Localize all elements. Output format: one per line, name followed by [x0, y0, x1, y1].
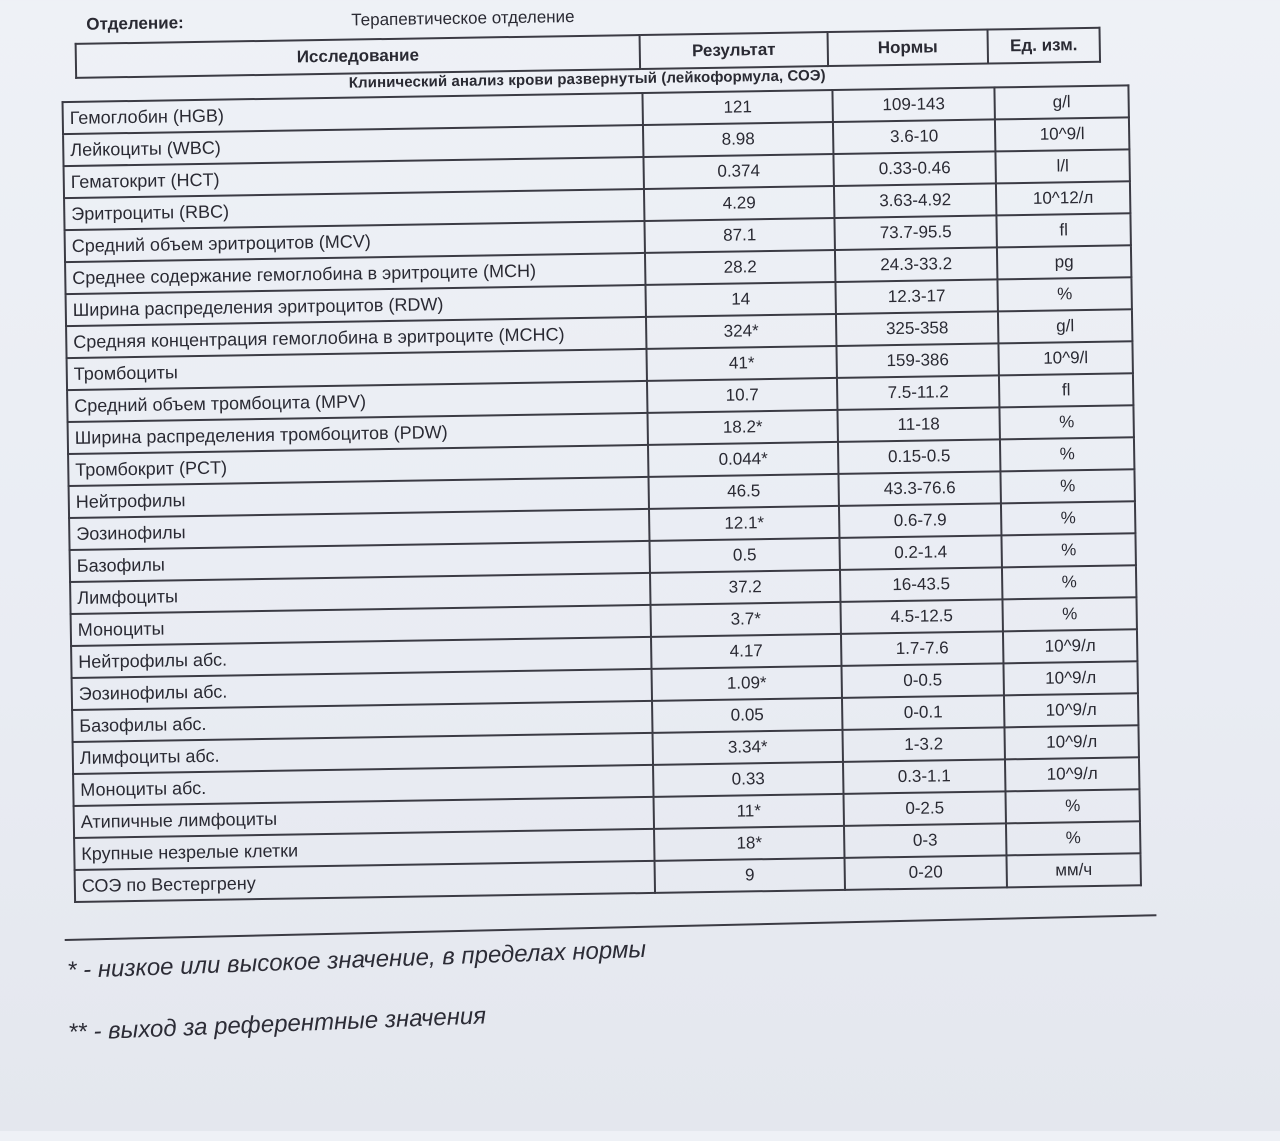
row-result: 0.5 [649, 538, 839, 573]
row-unit: fl [996, 213, 1130, 247]
row-unit: 10^9/л [1005, 757, 1139, 791]
row-unit: 10^9/л [1003, 661, 1137, 695]
row-name: Среднее содержание гемоглобина в эритроците (MCH) [65, 253, 645, 294]
footnote-double-asterisk: ** - выход за референтные значения [67, 1002, 487, 1047]
row-result: 4.17 [651, 634, 841, 669]
row-name: Гематокрит (HCT) [64, 157, 644, 198]
row-norm: 43.3-76.6 [838, 471, 1000, 506]
row-result: 28.2 [645, 250, 835, 285]
row-result: 324* [646, 314, 836, 349]
row-result: 0.044* [648, 442, 838, 477]
row-unit: 10^9/л [1004, 725, 1138, 759]
header-norms: Нормы [828, 30, 989, 67]
row-name: Базофилы [70, 541, 650, 582]
row-name: Эритроциты (RBC) [64, 189, 644, 230]
row-norm: 0.33-0.46 [833, 151, 995, 186]
row-name: Эозинофилы абс. [72, 669, 652, 710]
row-unit: % [1000, 469, 1134, 503]
row-unit: % [1000, 437, 1134, 471]
row-unit: 10^9/л [1003, 629, 1137, 663]
row-unit: l/l [995, 149, 1129, 183]
department-label: Отделение: [86, 13, 184, 34]
row-unit: % [1002, 565, 1136, 599]
row-norm: 0.3-1.1 [843, 759, 1005, 794]
row-norm: 0-20 [845, 855, 1007, 890]
row-result: 14 [645, 282, 835, 317]
row-name: СОЭ по Вестергрену [75, 861, 655, 902]
row-name: Тромбоциты [67, 349, 647, 390]
row-result: 9 [655, 858, 845, 893]
row-name: Лимфоциты абс. [73, 733, 653, 774]
row-unit: % [999, 405, 1133, 439]
section-title: Клинический анализ крови развернутый (лейкоформула, СОЭ) [348, 67, 826, 92]
row-unit: % [1005, 789, 1139, 823]
row-result: 8.98 [643, 122, 833, 157]
row-norm: 73.7-95.5 [834, 215, 996, 250]
row-result: 37.2 [650, 570, 840, 605]
row-name: Гемоглобин (HGB) [63, 93, 643, 134]
results-table [62, 84, 1142, 903]
row-unit: g/l [994, 85, 1128, 119]
row-name: Средний объем эритроцитов (MCV) [65, 221, 645, 262]
row-norm: 109-143 [832, 87, 994, 122]
footnotes [66, 935, 648, 1081]
row-norm: 3.6-10 [833, 119, 995, 154]
row-result: 1.09* [652, 666, 842, 701]
row-name: Атипичные лимфоциты [74, 797, 654, 838]
row-unit: % [997, 277, 1131, 311]
row-norm: 3.63-4.92 [834, 183, 996, 218]
row-name: Лимфоциты [70, 573, 650, 614]
row-result: 46.5 [648, 474, 838, 509]
row-result: 121 [642, 90, 832, 125]
row-norm: 16-43.5 [840, 567, 1002, 602]
row-norm: 325-358 [836, 311, 998, 346]
row-unit: 10^12/л [996, 181, 1130, 215]
header-result: Результат [640, 32, 829, 69]
row-norm: 7.5-11.2 [837, 375, 999, 410]
row-norm: 4.5-12.5 [840, 599, 1002, 634]
row-norm: 11-18 [837, 407, 999, 442]
row-result: 11* [654, 794, 844, 829]
footnote-single-asterisk: * - низкое или высокое значение, в пределах нормы [66, 935, 647, 985]
row-unit: fl [999, 373, 1133, 407]
row-name: Нейтрофилы [69, 477, 649, 518]
row-name: Моноциты абс. [73, 765, 653, 806]
row-result: 41* [646, 346, 836, 381]
row-name: Средняя концентрация гемоглобина в эритроците (MCHC) [66, 317, 646, 358]
row-unit: g/l [998, 309, 1132, 343]
row-name: Крупные незрелые клетки [74, 829, 654, 870]
department-line [86, 7, 575, 35]
row-unit: % [1006, 821, 1140, 855]
row-result: 0.05 [652, 698, 842, 733]
row-norm: 0-3 [844, 823, 1006, 858]
row-name: Ширина распределения эритроцитов (RDW) [66, 285, 646, 326]
row-name: Эозинофилы [69, 509, 649, 550]
row-norm: 0.2-1.4 [839, 535, 1001, 570]
row-name: Ширина распределения тромбоцитов (PDW) [68, 413, 648, 454]
row-norm: 24.3-33.2 [835, 247, 997, 282]
row-result: 87.1 [644, 218, 834, 253]
row-norm: 1-3.2 [842, 727, 1004, 762]
row-norm: 0-0.1 [842, 695, 1004, 730]
row-name: Средний объем тромбоцита (MPV) [67, 381, 647, 422]
row-result: 0.374 [643, 154, 833, 189]
row-unit: мм/ч [1006, 853, 1140, 887]
row-unit: pg [997, 245, 1131, 279]
row-norm: 0-0.5 [841, 663, 1003, 698]
row-result: 12.1* [649, 506, 839, 541]
row-name: Лейкоциты (WBC) [63, 125, 643, 166]
row-norm: 1.7-7.6 [841, 631, 1003, 666]
header-unit: Ед. изм. [988, 28, 1101, 64]
row-unit: % [1001, 533, 1135, 567]
row-name: Моноциты [71, 605, 651, 646]
header-study: Исследование [76, 35, 640, 78]
results-table-body [63, 85, 1141, 902]
row-unit: 10^9/л [1004, 693, 1138, 727]
row-unit: 10^9/l [995, 117, 1129, 151]
row-result: 3.34* [653, 730, 843, 765]
row-norm: 159-386 [836, 343, 998, 378]
row-result: 4.29 [644, 186, 834, 221]
row-norm: 0.15-0.5 [838, 439, 1000, 474]
row-result: 3.7* [651, 602, 841, 637]
row-unit: 10^9/l [998, 341, 1132, 375]
row-name: Нейтрофилы абс. [71, 637, 651, 678]
row-name: Базофилы абс. [72, 701, 652, 742]
row-result: 18.2* [647, 410, 837, 445]
row-unit: % [1001, 501, 1135, 535]
row-result: 0.33 [653, 762, 843, 797]
row-result: 10.7 [647, 378, 837, 413]
row-norm: 0-2.5 [843, 791, 1005, 826]
row-result: 18* [654, 826, 844, 861]
row-unit: % [1002, 597, 1136, 631]
department-value: Терапевтическое отделение [351, 7, 575, 30]
row-norm: 0.6-7.9 [839, 503, 1001, 538]
row-norm: 12.3-17 [835, 279, 997, 314]
row-name: Тромбокрит (PCT) [68, 445, 648, 486]
